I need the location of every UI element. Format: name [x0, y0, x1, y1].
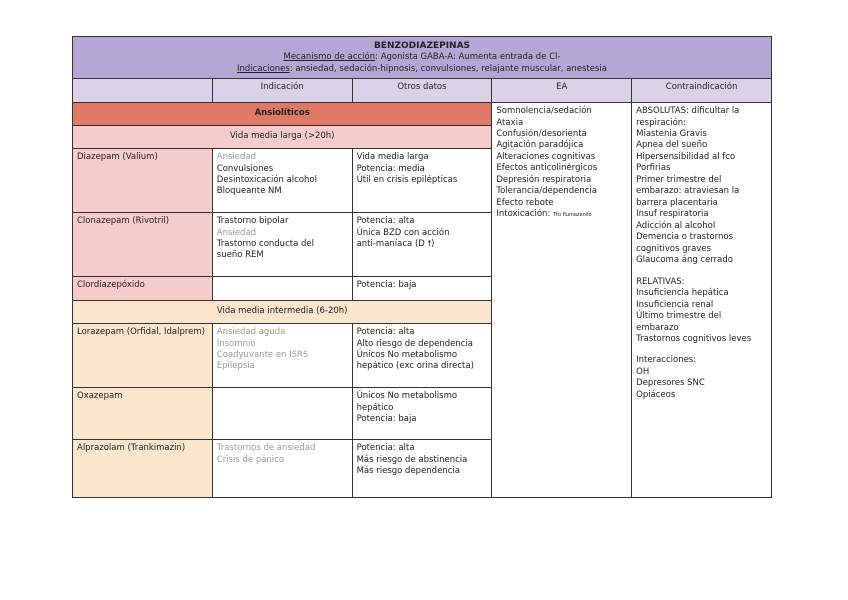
- indication-item: Ansiedad: [216, 227, 257, 238]
- header-blank: [73, 79, 213, 103]
- title-cell: [73, 37, 772, 79]
- contra-relativas-item: Último trimestre del: [636, 311, 722, 322]
- contra-absolutas-item: Insuf respiratoria: [636, 209, 709, 220]
- indication-item: Bloqueante NM: [216, 186, 282, 197]
- ea-cell: [492, 103, 632, 498]
- contra-absolutas-item: barrera placentaria: [636, 197, 718, 208]
- contra-interacciones-item: Interacciones:: [636, 355, 697, 366]
- header-otros-datos: Otros datos: [352, 79, 492, 103]
- indication-cell-diazepam: [212, 149, 352, 213]
- indication-item: Trastorno bipolar: [216, 216, 289, 227]
- contra-absolutas-item: Porfirias: [636, 163, 671, 174]
- indication-item: Ansiedad aguda: [216, 327, 286, 338]
- contra-absolutas-item: Hipersensibilidad al fco: [636, 151, 736, 162]
- drug-name-alprazolam: Alprazolam (Trankimazin): [73, 440, 213, 498]
- header-contraindicacion: Contraindicación: [632, 79, 772, 103]
- otros-item: Potencia: alta: [356, 327, 415, 338]
- contra-absolutas-item: Primer trimestre del: [636, 174, 722, 185]
- indications-line: [77, 64, 767, 75]
- contra-relativas-item: Trastornos cognitivos leves: [636, 333, 752, 344]
- otros-item: Útil en crisis epilépticas: [356, 175, 458, 186]
- ea-intoxication-note: Tto flumazenilo: [552, 212, 592, 219]
- indication-item: Epilepsia: [216, 361, 255, 372]
- contra-absolutas-item: cognitivos graves: [636, 243, 711, 254]
- contra-interacciones-item: OH: [636, 366, 650, 377]
- contra-interacciones-item: Opiáceos: [636, 389, 676, 400]
- indication-item: Crisis de pánico: [216, 454, 285, 465]
- otros-item: Vida media larga: [356, 152, 429, 163]
- otros-cell-clonazepam: [352, 213, 492, 277]
- otros-item: hepático: [356, 402, 394, 413]
- ea-item: [496, 209, 627, 220]
- ea-item: Ataxia: [496, 117, 524, 128]
- indication-item: Insomnio: [216, 338, 256, 349]
- otros-item: Únicos No metabolismo: [356, 391, 458, 402]
- otros-item: Potencia: media: [356, 163, 425, 174]
- otros-text: ): [431, 239, 435, 250]
- indications-text: : ansiedad, sedación-hipnosis, convulsiones, relajante muscular, anestesia: [289, 63, 607, 74]
- indication-item: Trastornos de ansiedad: [216, 443, 316, 454]
- contra-relativas-item: Insuficiencia renal: [636, 299, 714, 310]
- indications-label: Indicaciones: [237, 63, 290, 74]
- indication-cell-lorazepam: [212, 324, 352, 388]
- otros-item: Más riesgo de abstinencia: [356, 454, 468, 465]
- otros-item: Única BZD con acción: [356, 227, 450, 238]
- ea-intoxication-label: Intoxicación:: [496, 209, 551, 220]
- mechanism-line: [77, 52, 767, 63]
- indication-item: Trastorno conducta del: [216, 239, 314, 250]
- contra-absolutas-item: embarazo: atraviesan la: [636, 186, 740, 197]
- otros-cell-alprazolam: [352, 440, 492, 498]
- otros-item: Únicos No metabolismo: [356, 350, 458, 361]
- ea-item: Efecto rebote: [496, 197, 554, 208]
- ea-item: Agitación paradójica: [496, 140, 584, 151]
- otros-item: Potencia: alta: [356, 443, 415, 454]
- otros-cell-lorazepam: [352, 324, 492, 388]
- indication-cell-oxazepam: [212, 388, 352, 440]
- indication-item: Coadyuvante en ISRS: [216, 350, 309, 361]
- contra-absolutas-item: Miastenia Gravis: [636, 129, 707, 140]
- ea-item: Depresión respiratoria: [496, 174, 592, 185]
- section-ansioliticos: Ansiolíticos: [73, 103, 492, 126]
- benzodiazepine-table: [72, 36, 772, 498]
- indication-item: Convulsiones: [216, 163, 274, 174]
- header-indicacion: Indicación: [212, 79, 352, 103]
- indication-item: Ansiedad: [216, 152, 257, 163]
- otros-text: anti-maníaca (D: [356, 239, 428, 250]
- indication-cell-clordiazepoxido: [212, 277, 352, 301]
- contra-absolutas-item: Demencia o trastornos: [636, 232, 734, 243]
- ea-item: Alteraciones cognitivas: [496, 151, 596, 162]
- contra-absolutas-item: respiración:: [636, 117, 687, 128]
- contra-absolutas-item: Adicción al alcohol: [636, 220, 716, 231]
- subsection-vida-media-larga: Vida media larga (>20h): [73, 126, 492, 149]
- otros-item: hepático (exc orina directa): [356, 361, 474, 372]
- table-title: BENZODIAZEPINAS: [373, 41, 471, 51]
- ea-item: Somnolencia/sedación: [496, 106, 592, 117]
- otros-item: Potencia: alta: [356, 216, 415, 227]
- drug-name-clordiazepoxido: Clordiazepóxido: [73, 277, 213, 301]
- otros-cell-oxazepam: [352, 388, 492, 440]
- indication-cell-alprazolam: [212, 440, 352, 498]
- drug-name-diazepam: Diazepam (Valium): [73, 149, 213, 213]
- otros-cell-diazepam: [352, 149, 492, 213]
- indication-item: sueño REM: [216, 250, 264, 261]
- subsection-vida-media-intermedia: Vida media intermedia (6-20h): [73, 301, 492, 324]
- mechanism-text: : Agonista GABA-A: Aumenta entrada de Cl-: [375, 52, 561, 63]
- contra-absolutas-item: ABSOLUTAS: dificultar la: [636, 106, 740, 117]
- indication-cell-clonazepam: [212, 213, 352, 277]
- drug-name-lorazepam: Lorazepam (Orfidal, Idalprem): [73, 324, 213, 388]
- otros-item: Alto riesgo de dependencia: [356, 338, 474, 349]
- drug-name-clonazepam: Clonazepam (Rivotril): [73, 213, 213, 277]
- arrow-up-icon: 🠕: [427, 239, 432, 250]
- contra-relativas-item: embarazo: [636, 322, 679, 333]
- contra-absolutas-item: Apnea del sueño: [636, 140, 708, 151]
- contra-absolutas-item: Glaucoma áng cerrado: [636, 255, 733, 266]
- ea-item: Confusión/desorienta: [496, 129, 587, 140]
- contra-interacciones-item: Depresores SNC: [636, 378, 705, 389]
- contra-relativas-item: RELATIVAS:: [636, 276, 685, 287]
- indication-item: Desintoxicación alcohol: [216, 175, 317, 186]
- ea-item: Tolerancia/dependencia: [496, 186, 597, 197]
- otros-item: Potencia: baja: [356, 280, 417, 291]
- otros-item: Potencia: baja: [356, 414, 417, 425]
- contraindications-cell: [632, 103, 772, 498]
- ea-item: Efectos anticolinérgicos: [496, 163, 598, 174]
- otros-item: Más riesgo dependencia: [356, 466, 460, 477]
- otros-cell-clordiazepoxido: [352, 277, 492, 301]
- mechanism-label: Mecanismo de acción: [283, 52, 376, 63]
- contra-relativas-item: Insuficiencia hepática: [636, 288, 729, 299]
- otros-item: [357, 239, 488, 250]
- drug-name-oxazepam: Oxazepam: [73, 388, 213, 440]
- header-ea: EA: [492, 79, 632, 103]
